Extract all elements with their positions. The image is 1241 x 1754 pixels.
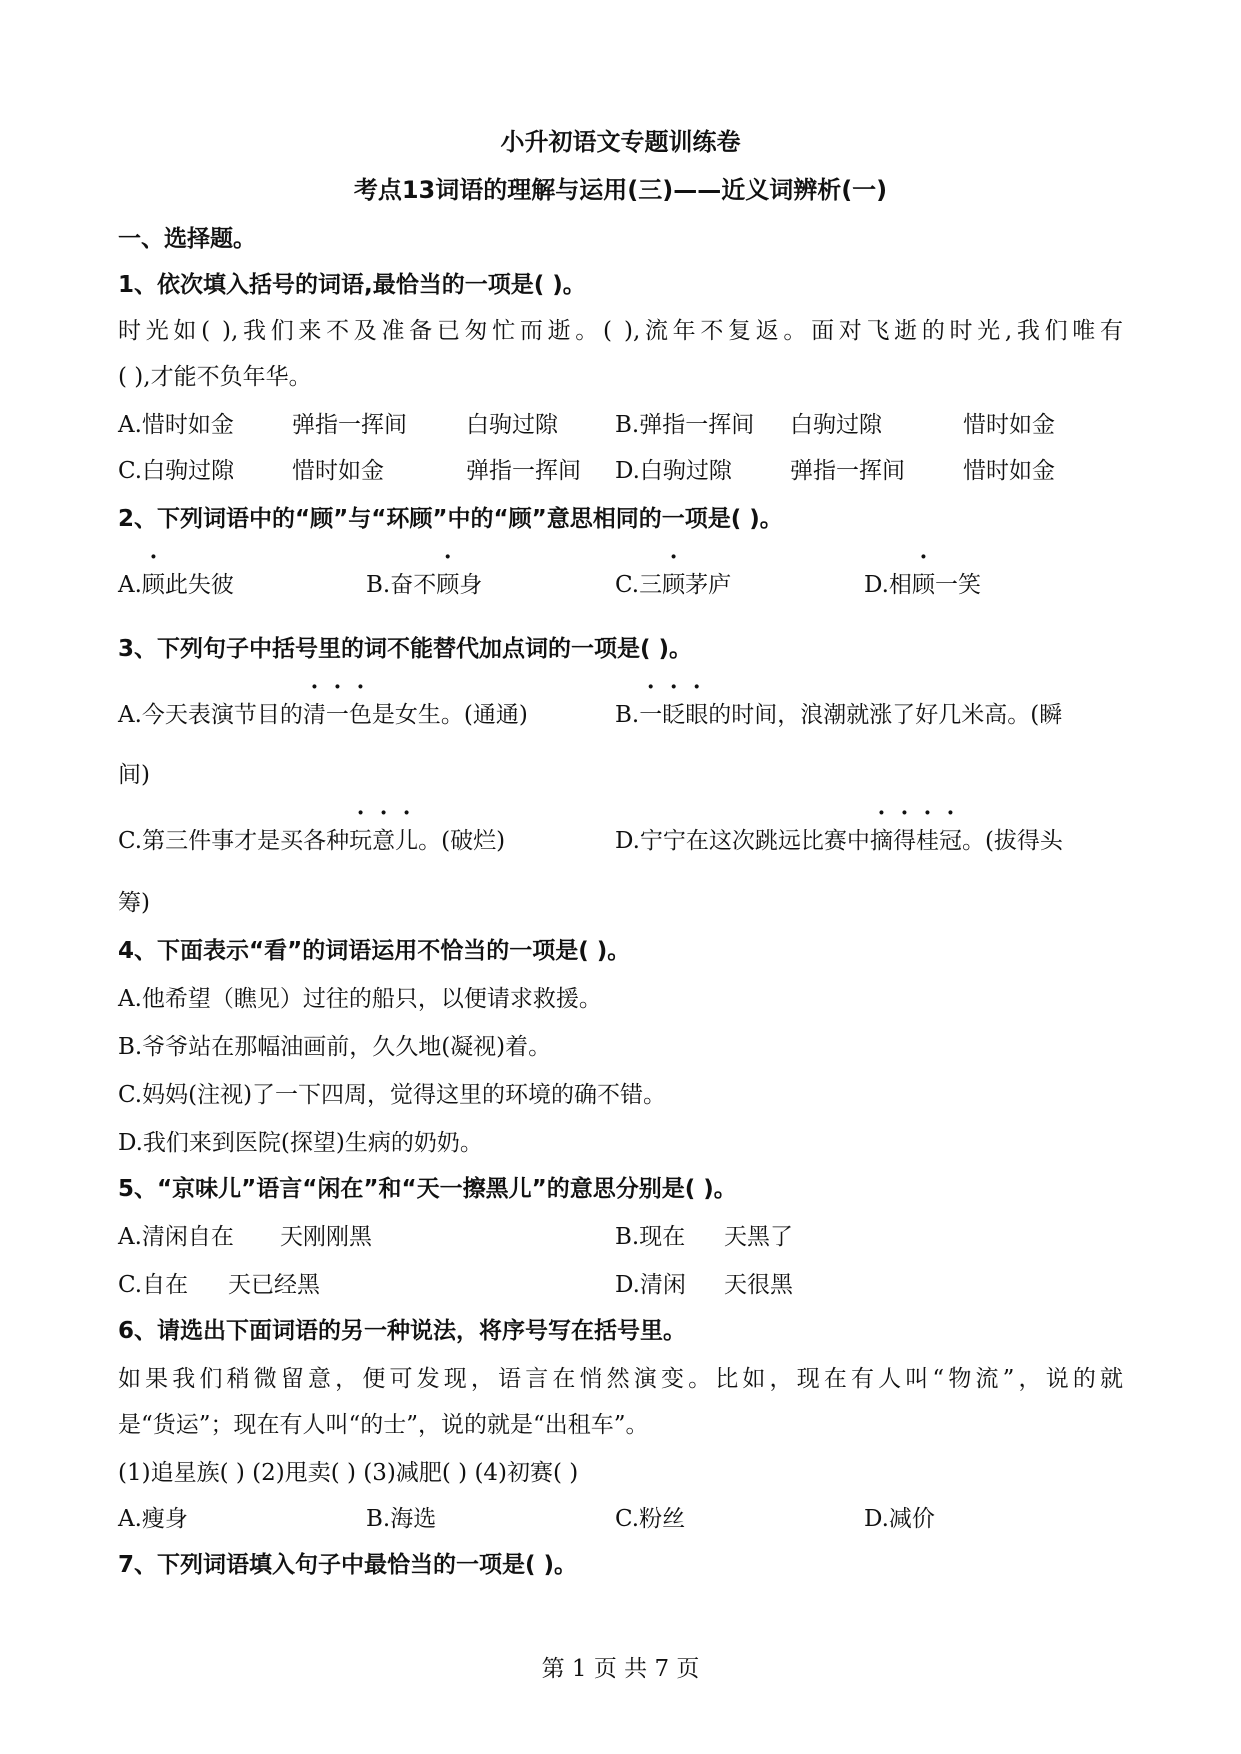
q3-d-pre: D.宁宁在这次跳远比赛中 <box>615 828 870 854</box>
question-6-text-line1: 如果我们稍微留意，便可发现，语言在悄然演变。比如，现在有人叫“物流”，说的就 <box>118 1366 1123 1392</box>
q2-d-dotted: 顾 <box>911 572 935 598</box>
q2-b-post: 身 <box>459 572 483 598</box>
q2-a-dotted: 顾 <box>141 572 165 598</box>
q3-option-a <box>118 696 528 729</box>
q2-b-pre: B.奋不 <box>366 572 437 598</box>
q3-d-dotted-3: 桂 <box>915 828 939 854</box>
q1-option-a-2: 弹指一挥间 <box>292 412 407 438</box>
q3-option-b-continued: 间) <box>118 762 150 788</box>
question-3-stem: 3、下列句子中括号里的词不能替代加点词的一项是( )。 <box>118 636 693 662</box>
page-subtitle: 考点13词语的理解与运用(三)——近义词辨析(一) <box>353 176 888 204</box>
q3-a-dotted-3: 色 <box>348 702 372 728</box>
q1-option-c-3: 弹指一挥间 <box>466 458 581 484</box>
q1-option-d-1: D.白驹过隙 <box>615 458 732 484</box>
q3-b-dotted-2: 眨 <box>662 702 686 728</box>
section-heading: 一、选择题。 <box>118 226 256 252</box>
q3-d-post: 。(拔得头 <box>961 828 1063 854</box>
q6-option-a: A.瘦身 <box>118 1506 188 1532</box>
q2-c-dotted: 顾 <box>662 572 686 598</box>
q3-d-dotted-2: 得 <box>892 828 916 854</box>
q3-a-dotted-2: 一 <box>325 702 349 728</box>
q5-option-a-1: A.清闲自在 <box>118 1224 234 1250</box>
q3-d-dotted-4: 冠 <box>938 828 962 854</box>
q5-option-a-2: 天刚刚黑 <box>280 1224 372 1250</box>
q4-option-b: B.爷爷站在那幅油画前，久久地(凝视)着。 <box>118 1034 552 1060</box>
q3-a-post: 是女生。(通通) <box>371 702 528 728</box>
question-2-stem: 2、下列词语中的“顾”与“环顾”中的“顾”意思相同的一项是( )。 <box>118 506 783 532</box>
q2-option-d <box>864 566 981 599</box>
q2-c-post: 茅庐 <box>685 572 732 598</box>
q1-option-d-3: 惜时如金 <box>963 458 1055 484</box>
q4-option-c: C.妈妈(注视)了一下四周，觉得这里的环境的确不错。 <box>118 1082 667 1108</box>
q3-d-dotted-1: 摘 <box>869 828 893 854</box>
q4-option-a: A.他希望（瞧见）过往的船只，以便请求救援。 <box>118 986 602 1012</box>
q6-option-d: D.减价 <box>864 1506 935 1532</box>
q5-option-d-2: 天很黑 <box>724 1272 793 1298</box>
q2-d-post: 一笑 <box>934 572 981 598</box>
q3-c-dotted-1: 玩 <box>349 828 373 854</box>
q3-b-dotted-3: 眼 <box>685 702 709 728</box>
q3-c-dotted-3: 儿 <box>395 828 419 854</box>
q3-option-c <box>118 822 505 855</box>
q1-option-a-1: A.惜时如金 <box>118 412 234 438</box>
q6-option-c: C.粉丝 <box>615 1506 686 1532</box>
q4-option-d: D.我们来到医院(探望)生病的奶奶。 <box>118 1130 483 1156</box>
q2-b-dotted: 顾 <box>436 572 460 598</box>
question-5-stem: 5、“京味儿”语言“闲在”和“天一擦黑儿”的意思分别是( )。 <box>118 1176 737 1202</box>
q2-option-a <box>118 566 234 599</box>
q5-option-b-2: 天黑了 <box>724 1224 793 1250</box>
q6-option-b: B.海选 <box>366 1506 437 1532</box>
q3-c-pre: C.第三件事才是买各种 <box>118 828 350 854</box>
q5-option-d-1: D.清闲 <box>615 1272 686 1298</box>
q2-option-b <box>366 566 482 599</box>
q1-option-b-3: 惜时如金 <box>963 412 1055 438</box>
q2-option-c <box>615 566 731 599</box>
question-6-stem: 6、请选出下面词语的另一种说法，将序号写在括号里。 <box>118 1318 687 1344</box>
question-6-text-line2: 是“货运”；现在有人叫“的士”，说的就是“出租车”。 <box>118 1412 649 1438</box>
question-1-stem: 1、依次填入括号的词语,最恰当的一项是( )。 <box>118 272 586 298</box>
page-number-footer: 第 1 页 共 7 页 <box>541 1656 700 1682</box>
q1-option-d-2: 弹指一挥间 <box>790 458 905 484</box>
q1-option-b-2: 白驹过隙 <box>790 412 882 438</box>
q3-b-pre: B. <box>615 702 640 728</box>
question-1-text-line2: ( ),才能不负年华。 <box>118 364 312 390</box>
q3-b-post: 的时间，浪潮就涨了好几米高。(瞬 <box>708 702 1063 728</box>
q1-option-c-2: 惜时如金 <box>292 458 384 484</box>
q2-a-post: 此失彼 <box>164 572 234 598</box>
q5-option-c-2: 天已经黑 <box>228 1272 320 1298</box>
q1-option-b-1: B.弹指一挥间 <box>615 412 755 438</box>
q5-option-c-1: C.自在 <box>118 1272 189 1298</box>
q3-c-dotted-2: 意 <box>372 828 396 854</box>
q3-a-dotted-1: 清 <box>302 702 326 728</box>
q5-option-b-1: B.现在 <box>615 1224 686 1250</box>
q3-a-pre: A.今天表演节目的 <box>118 702 303 728</box>
q3-option-d-continued: 筹) <box>118 890 150 916</box>
q2-a-pre: A. <box>118 572 142 598</box>
question-7-stem: 7、下列词语填入句子中最恰当的一项是( )。 <box>118 1552 578 1578</box>
q3-c-post: 。(破烂) <box>418 828 506 854</box>
question-4-stem: 4、下面表示“看”的词语运用不恰当的一项是( )。 <box>118 938 631 964</box>
q3-option-b <box>615 696 1062 729</box>
q2-c-pre: C.三 <box>615 572 663 598</box>
q1-option-c-1: C.白驹过隙 <box>118 458 235 484</box>
q1-option-a-3: 白驹过隙 <box>466 412 558 438</box>
q2-d-pre: D.相 <box>864 572 912 598</box>
q3-b-dotted-1: 一 <box>639 702 663 728</box>
question-1-text-line1: 时光如( ),我们来不及准备已匆忙而逝。( ),流年不复返。面对飞逝的时光,我们唯有 <box>118 318 1123 344</box>
page-title: 小升初语文专题训练卷 <box>500 128 741 156</box>
question-6-items: (1)追星族( ) (2)甩卖( ) (3)减肥( ) (4)初赛( ) <box>118 1460 579 1486</box>
q3-option-d <box>615 822 1063 855</box>
